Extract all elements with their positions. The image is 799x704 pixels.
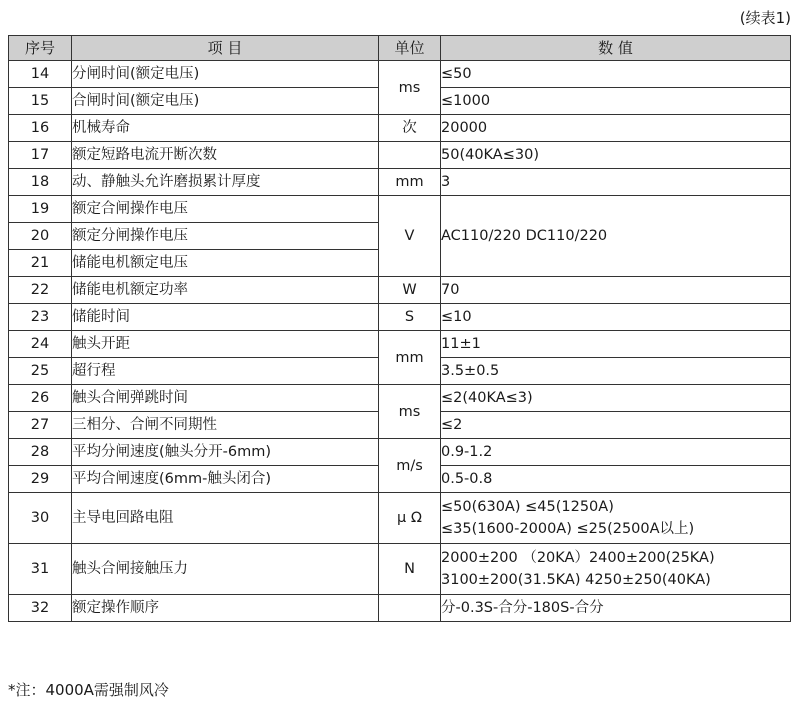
row-item: 储能电机额定功率 <box>72 277 379 304</box>
row-item: 储能电机额定电压 <box>72 250 379 277</box>
row-item: 动、静触头允许磨损累计厚度 <box>72 169 379 196</box>
table-row <box>9 595 791 622</box>
table-continuation-caption: (续表1) <box>739 9 791 27</box>
row-unit: m/s <box>379 439 441 493</box>
row-value-line: ≤35(1600-2000A) ≤25(2500A以上) <box>441 521 695 537</box>
row-item: 平均分闸速度(触头分开-6mm) <box>72 439 379 466</box>
row-item: 主导电回路电阻 <box>72 493 379 544</box>
row-no: 26 <box>9 385 72 412</box>
row-no: 15 <box>9 88 72 115</box>
row-item: 触头开距 <box>72 331 379 358</box>
row-item: 合闸时间(额定电压) <box>72 88 379 115</box>
row-item: 触头合闸接触压力 <box>72 544 379 595</box>
row-item: 三相分、合闸不同期性 <box>72 412 379 439</box>
table-row <box>9 493 791 544</box>
row-value: 20000 <box>441 115 791 142</box>
row-value: ≤10 <box>441 304 791 331</box>
row-value: 0.9-1.2 <box>441 439 791 466</box>
row-no: 24 <box>9 331 72 358</box>
row-unit: mm <box>379 169 441 196</box>
row-no: 18 <box>9 169 72 196</box>
row-value: ≤50 <box>441 61 791 88</box>
row-item: 储能时间 <box>72 304 379 331</box>
row-value-line: 2000±200 （20KA）2400±200(25KA) <box>441 550 715 566</box>
table-row <box>9 544 791 595</box>
row-unit: V <box>379 196 441 277</box>
row-no: 19 <box>9 196 72 223</box>
table-row <box>9 61 791 88</box>
header-unit: 单位 <box>379 36 441 61</box>
row-value: ≤2(40KA≤3) <box>441 385 791 412</box>
table-row <box>9 439 791 466</box>
row-unit <box>379 595 441 622</box>
table-row <box>9 385 791 412</box>
row-item: 平均合闸速度(6mm-触头闭合) <box>72 466 379 493</box>
table-row <box>9 142 791 169</box>
table-row <box>9 331 791 358</box>
row-value: 分-0.3S-合分-180S-合分 <box>441 595 791 622</box>
row-value: 50(40KA≤30) <box>441 142 791 169</box>
row-unit: N <box>379 544 441 595</box>
row-unit: mm <box>379 331 441 385</box>
row-unit: μ Ω <box>379 493 441 544</box>
row-value: 70 <box>441 277 791 304</box>
row-no: 25 <box>9 358 72 385</box>
row-value: ≤1000 <box>441 88 791 115</box>
table-row <box>9 169 791 196</box>
row-item: 额定分闸操作电压 <box>72 223 379 250</box>
row-value: 3 <box>441 169 791 196</box>
table-row <box>9 115 791 142</box>
row-no: 30 <box>9 493 72 544</box>
spec-table <box>8 35 791 622</box>
row-item: 触头合闸弹跳时间 <box>72 385 379 412</box>
row-value-line: 3100±200(31.5KA) 4250±250(40KA) <box>441 572 711 588</box>
row-value: 3.5±0.5 <box>441 358 791 385</box>
row-item: 机械寿命 <box>72 115 379 142</box>
row-value: AC110/220 DC110/220 <box>441 196 791 277</box>
row-no: 28 <box>9 439 72 466</box>
table-row <box>9 304 791 331</box>
row-unit: ms <box>379 385 441 439</box>
footnote: *注：4000A需强制风冷 <box>8 681 169 699</box>
row-value: 11±1 <box>441 331 791 358</box>
row-unit: S <box>379 304 441 331</box>
row-unit: 次 <box>379 115 441 142</box>
row-no: 17 <box>9 142 72 169</box>
row-no: 27 <box>9 412 72 439</box>
row-no: 32 <box>9 595 72 622</box>
row-value: 0.5-0.8 <box>441 466 791 493</box>
row-no: 14 <box>9 61 72 88</box>
row-item: 额定合闸操作电压 <box>72 196 379 223</box>
row-item: 超行程 <box>72 358 379 385</box>
header-no: 序号 <box>9 36 72 61</box>
row-unit: W <box>379 277 441 304</box>
row-item: 分闸时间(额定电压) <box>72 61 379 88</box>
row-no: 23 <box>9 304 72 331</box>
row-item: 额定短路电流开断次数 <box>72 142 379 169</box>
row-no: 20 <box>9 223 72 250</box>
row-value <box>441 544 791 595</box>
row-no: 21 <box>9 250 72 277</box>
row-no: 22 <box>9 277 72 304</box>
row-value-line: ≤50(630A) ≤45(1250A) <box>441 499 614 515</box>
table-row <box>9 196 791 223</box>
row-unit: ms <box>379 61 441 115</box>
row-no: 29 <box>9 466 72 493</box>
header-value: 数 值 <box>441 36 791 61</box>
header-item: 项 目 <box>72 36 379 61</box>
table-header-row <box>9 36 791 61</box>
row-unit <box>379 142 441 169</box>
table-row <box>9 277 791 304</box>
row-no: 31 <box>9 544 72 595</box>
row-no: 16 <box>9 115 72 142</box>
row-value <box>441 493 791 544</box>
row-value: ≤2 <box>441 412 791 439</box>
row-item: 额定操作顺序 <box>72 595 379 622</box>
